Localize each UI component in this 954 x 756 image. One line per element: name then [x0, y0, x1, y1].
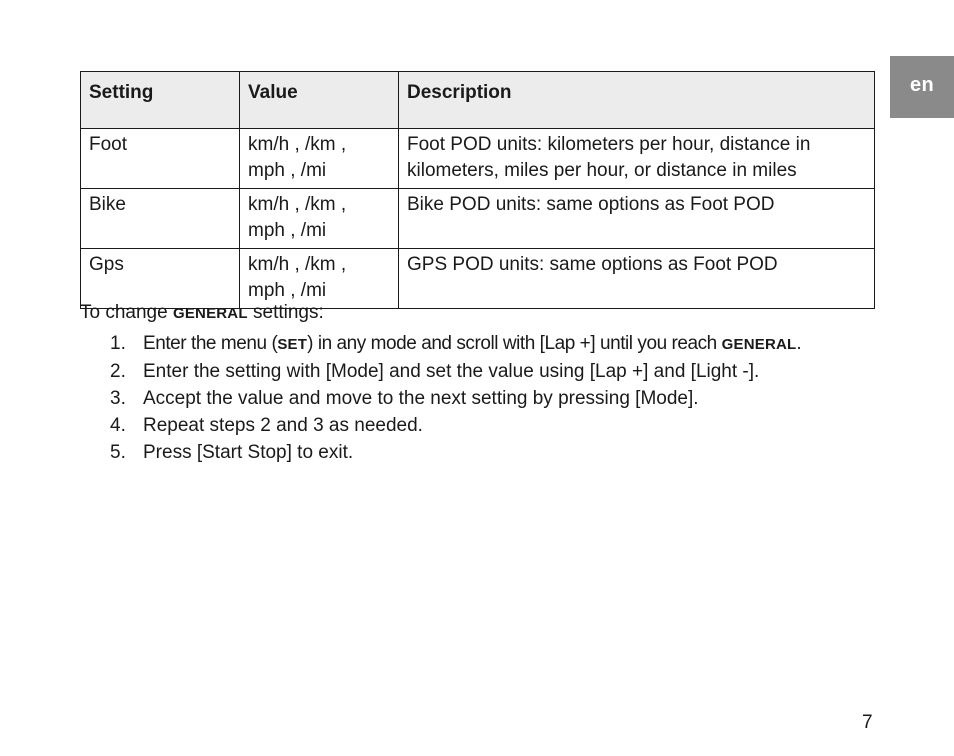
language-tab: en — [890, 56, 954, 118]
general-keyword: GENERAL — [172, 305, 248, 322]
column-header-value: Value — [240, 72, 399, 129]
instructions-intro — [80, 300, 324, 327]
step-item — [110, 439, 801, 466]
step-number: 3. — [110, 388, 126, 409]
intro-suffix: settings: — [253, 302, 324, 323]
table-row — [81, 129, 875, 189]
setting-cell: Gps — [81, 249, 240, 309]
step-item — [110, 330, 801, 358]
step-text: Press [Start Stop] to exit. — [143, 442, 354, 463]
step-text-part: Enter the menu ( — [143, 333, 278, 354]
value-line: mph , /mi — [248, 220, 327, 241]
step-text-part: . — [796, 333, 802, 354]
step-item — [110, 358, 801, 385]
step-number: 5. — [110, 442, 126, 463]
settings-table — [80, 71, 875, 309]
description-cell: Foot POD units: kilometers per hour, distance in kilometers, miles per hour, or distance in miles — [399, 129, 875, 189]
table-row — [81, 189, 875, 249]
general-keyword: GENERAL — [721, 336, 797, 353]
value-line: km/h , /km , — [248, 194, 347, 215]
value-line: km/h , /km , — [248, 254, 347, 275]
value-line: mph , /mi — [248, 280, 327, 301]
description-cell: Bike POD units: same options as Foot POD — [399, 189, 875, 249]
step-number: 1. — [110, 333, 126, 354]
step-text: Repeat steps 2 and 3 as needed. — [143, 415, 423, 436]
steps-list — [110, 330, 801, 466]
step-item — [110, 385, 801, 412]
step-number: 4. — [110, 415, 126, 436]
description-cell: GPS POD units: same options as Foot POD — [399, 249, 875, 309]
step-number: 2. — [110, 361, 126, 382]
setting-cell: Foot — [81, 129, 240, 189]
step-text: Accept the value and move to the next setting by pressing [Mode]. — [143, 388, 699, 409]
column-header-description: Description — [399, 72, 875, 129]
step-item — [110, 412, 801, 439]
table-header-row — [81, 72, 875, 129]
value-cell — [240, 189, 399, 249]
step-text — [143, 333, 801, 354]
step-text: Enter the setting with [Mode] and set the value using [Lap +] and [Light -]. — [143, 361, 760, 382]
column-header-setting: Setting — [81, 72, 240, 129]
step-text-part: ) in any mode and scroll with [Lap +] until you reach — [307, 333, 717, 354]
value-line: km/h , /km , — [248, 134, 347, 155]
set-keyword: SET — [277, 336, 308, 353]
value-cell — [240, 129, 399, 189]
value-line: mph , /mi — [248, 160, 327, 181]
page-number: 7 — [862, 712, 873, 733]
intro-prefix: To change — [80, 302, 168, 323]
setting-cell: Bike — [81, 189, 240, 249]
